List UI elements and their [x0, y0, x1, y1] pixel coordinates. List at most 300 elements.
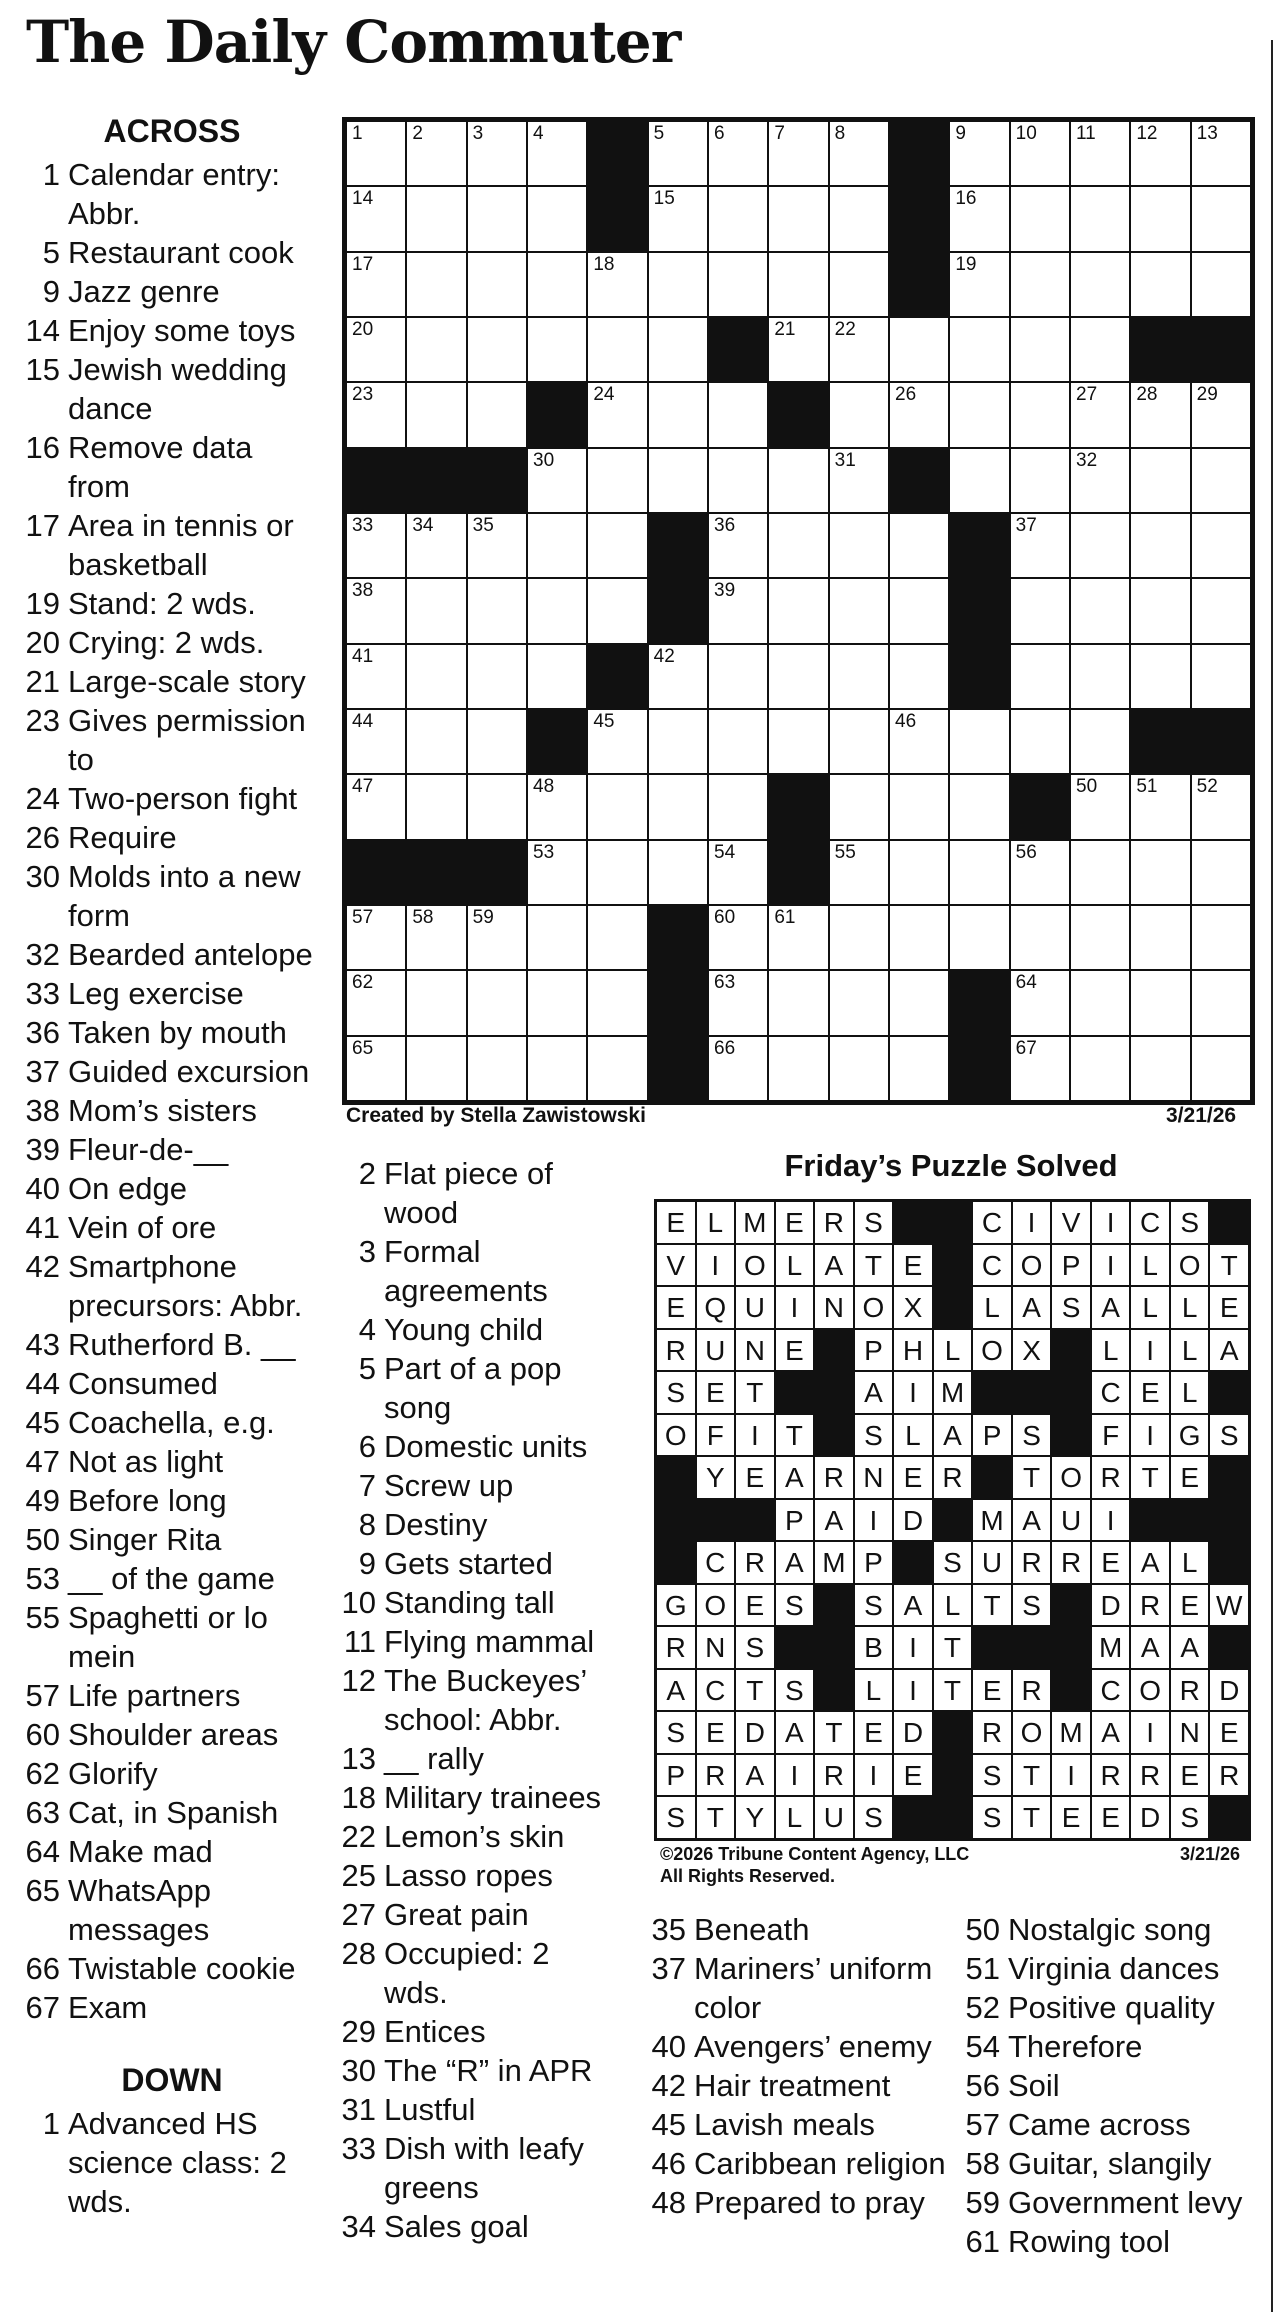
down-clue[interactable] — [964, 1949, 1264, 1988]
grid-cell[interactable] — [1070, 317, 1130, 382]
down-clue[interactable] — [650, 2105, 950, 2144]
grid-cell[interactable] — [1191, 513, 1251, 578]
grid-cell[interactable] — [467, 578, 527, 643]
grid-cell[interactable] — [406, 709, 466, 774]
grid-cell[interactable] — [1070, 644, 1130, 709]
down-clue[interactable] — [340, 1934, 620, 2012]
down-clue[interactable] — [340, 2012, 620, 2051]
grid-cell[interactable] — [708, 121, 768, 186]
solution-letter: I — [735, 1414, 775, 1457]
grid-cell[interactable] — [346, 970, 406, 1035]
grid-cell[interactable] — [467, 774, 527, 839]
down-clue[interactable] — [340, 1427, 620, 1466]
grid-cell[interactable] — [829, 840, 889, 905]
grid-cell[interactable] — [406, 970, 466, 1035]
grid-cell[interactable] — [829, 970, 889, 1035]
clue-text: Caribbean religion — [694, 2146, 946, 2181]
grid-cell[interactable] — [1010, 448, 1070, 513]
grid-cell[interactable] — [1191, 186, 1251, 251]
grid-cell[interactable] — [1130, 840, 1190, 905]
grid-cell[interactable] — [346, 252, 406, 317]
grid-cell[interactable] — [1010, 578, 1070, 643]
grid-cell[interactable] — [1130, 382, 1190, 447]
down-clue[interactable] — [340, 1778, 620, 1817]
grid-cell[interactable] — [346, 382, 406, 447]
grid-cell[interactable] — [467, 644, 527, 709]
down-clue[interactable] — [340, 2051, 620, 2090]
grid-cell[interactable] — [1130, 448, 1190, 513]
down-clue[interactable] — [340, 1817, 620, 1856]
grid-cell[interactable] — [587, 317, 647, 382]
grid-cell[interactable] — [467, 513, 527, 578]
grid-cell[interactable] — [708, 709, 768, 774]
grid-cell[interactable] — [527, 840, 587, 905]
grid-cell[interactable] — [708, 774, 768, 839]
grid-block — [346, 840, 406, 905]
grid-cell[interactable] — [708, 186, 768, 251]
across-clue[interactable] — [22, 935, 322, 974]
grid-cell[interactable] — [406, 578, 466, 643]
across-clue[interactable] — [22, 1949, 322, 1988]
down-clue[interactable] — [964, 1910, 1264, 1949]
solution-letter: Y — [735, 1796, 775, 1839]
grid-cell[interactable] — [527, 317, 587, 382]
grid-cell[interactable] — [527, 1036, 587, 1101]
grid-cell[interactable] — [708, 252, 768, 317]
grid-cell[interactable] — [346, 774, 406, 839]
down-clue[interactable] — [340, 1583, 620, 1622]
grid-cell[interactable] — [406, 774, 466, 839]
grid-cell[interactable] — [467, 970, 527, 1035]
grid-cell[interactable] — [346, 186, 406, 251]
grid-cell[interactable] — [1010, 186, 1070, 251]
grid-cell[interactable] — [708, 905, 768, 970]
across-clue[interactable] — [22, 584, 322, 623]
across-clue[interactable] — [22, 1403, 322, 1442]
across-clue[interactable] — [22, 1481, 322, 1520]
grid-cell[interactable] — [889, 709, 949, 774]
grid-cell[interactable] — [1130, 644, 1190, 709]
grid-cell[interactable] — [1191, 644, 1251, 709]
grid-cell[interactable] — [1010, 317, 1070, 382]
grid-cell[interactable] — [708, 644, 768, 709]
cell-number: 31 — [834, 449, 856, 471]
grid-cell[interactable] — [467, 905, 527, 970]
down-clue[interactable] — [964, 2144, 1264, 2183]
grid-cell[interactable] — [1191, 905, 1251, 970]
grid-cell[interactable] — [949, 709, 1009, 774]
solution-letter: R — [1012, 1669, 1052, 1712]
grid-cell[interactable] — [406, 1036, 466, 1101]
grid-cell[interactable] — [889, 317, 949, 382]
solution-letter: I — [854, 1754, 894, 1797]
grid-cell[interactable] — [346, 644, 406, 709]
cell-number: 1 — [352, 123, 363, 144]
grid-cell[interactable] — [768, 1036, 828, 1101]
grid-cell[interactable] — [406, 513, 466, 578]
grid-cell[interactable] — [889, 513, 949, 578]
grid-cell[interactable] — [1070, 1036, 1130, 1101]
grid-cell[interactable] — [1130, 121, 1190, 186]
down-clue[interactable] — [340, 2207, 620, 2246]
grid-cell[interactable] — [587, 970, 647, 1035]
grid-cell[interactable] — [1010, 1036, 1070, 1101]
grid-cell[interactable] — [768, 644, 828, 709]
grid-cell[interactable] — [648, 252, 708, 317]
grid-cell[interactable] — [1010, 513, 1070, 578]
down-clue[interactable] — [650, 2027, 950, 2066]
grid-cell[interactable] — [768, 513, 828, 578]
down-clue[interactable] — [22, 2104, 322, 2221]
grid-cell[interactable] — [1191, 121, 1251, 186]
grid-cell[interactable] — [768, 905, 828, 970]
grid-cell[interactable] — [587, 1036, 647, 1101]
grid-cell[interactable] — [708, 578, 768, 643]
across-clue[interactable] — [22, 311, 322, 350]
grid-cell[interactable] — [527, 905, 587, 970]
grid-cell[interactable] — [346, 317, 406, 382]
grid-cell[interactable] — [527, 448, 587, 513]
cell-number: 56 — [1015, 841, 1037, 863]
grid-cell[interactable] — [768, 252, 828, 317]
across-clue[interactable] — [22, 1091, 322, 1130]
grid-cell[interactable] — [949, 774, 1009, 839]
grid-cell[interactable] — [1191, 840, 1251, 905]
grid-cell[interactable] — [406, 905, 466, 970]
across-clue[interactable] — [22, 1208, 322, 1247]
grid-cell[interactable] — [648, 448, 708, 513]
grid-cell[interactable] — [829, 448, 889, 513]
across-clue[interactable] — [22, 1169, 322, 1208]
grid-cell[interactable] — [467, 186, 527, 251]
across-clue[interactable] — [22, 1013, 322, 1052]
grid-cell[interactable] — [527, 186, 587, 251]
grid-cell[interactable] — [1191, 448, 1251, 513]
solution-letter: L — [1170, 1371, 1210, 1414]
grid-cell[interactable] — [587, 774, 647, 839]
grid-cell[interactable] — [648, 709, 708, 774]
grid-cell[interactable] — [1191, 578, 1251, 643]
grid-cell[interactable] — [1070, 578, 1130, 643]
grid-cell[interactable] — [467, 1036, 527, 1101]
grid-cell[interactable] — [406, 382, 466, 447]
cell-number: 34 — [412, 515, 434, 536]
grid-cell[interactable] — [829, 644, 889, 709]
down-clue[interactable] — [650, 1910, 950, 1949]
across-clue[interactable] — [22, 350, 322, 428]
grid-cell[interactable] — [949, 840, 1009, 905]
grid-cell[interactable] — [1070, 840, 1130, 905]
grid-cell[interactable] — [1070, 121, 1130, 186]
across-clue[interactable] — [22, 1988, 322, 2027]
grid-cell[interactable] — [467, 317, 527, 382]
grid-cell[interactable] — [346, 1036, 406, 1101]
grid-cell[interactable] — [1130, 1036, 1190, 1101]
grid-cell[interactable] — [1070, 970, 1130, 1035]
grid-cell[interactable] — [1130, 905, 1190, 970]
down-clue[interactable] — [340, 1856, 620, 1895]
grid-cell[interactable] — [527, 644, 587, 709]
crossword-grid[interactable] — [342, 117, 1255, 1105]
grid-cell[interactable] — [1010, 252, 1070, 317]
grid-cell[interactable] — [1010, 121, 1070, 186]
grid-cell[interactable] — [829, 513, 889, 578]
across-clue[interactable] — [22, 1052, 322, 1091]
down-clue[interactable] — [340, 1154, 620, 1232]
down-clue[interactable] — [650, 1949, 950, 2027]
grid-cell[interactable] — [1070, 513, 1130, 578]
grid-cell[interactable] — [949, 186, 1009, 251]
grid-cell[interactable] — [829, 186, 889, 251]
grid-cell[interactable] — [587, 578, 647, 643]
solution-letter: U — [1051, 1499, 1091, 1542]
grid-cell[interactable] — [1191, 252, 1251, 317]
grid-cell[interactable] — [467, 709, 527, 774]
across-clue[interactable] — [22, 1364, 322, 1403]
down-clue[interactable] — [964, 2066, 1264, 2105]
grid-cell[interactable] — [768, 317, 828, 382]
grid-cell[interactable] — [1070, 252, 1130, 317]
solution-letter: S — [1209, 1414, 1249, 1457]
grid-cell[interactable] — [406, 121, 466, 186]
grid-cell[interactable] — [1010, 709, 1070, 774]
grid-cell[interactable] — [467, 121, 527, 186]
down-clue[interactable] — [964, 2183, 1264, 2222]
grid-cell[interactable] — [648, 644, 708, 709]
grid-cell[interactable] — [648, 382, 708, 447]
grid-cell[interactable] — [648, 186, 708, 251]
grid-cell[interactable] — [346, 121, 406, 186]
cell-number: 50 — [1076, 776, 1098, 798]
solution-letter: I — [893, 1371, 933, 1414]
across-clue[interactable] — [22, 623, 322, 662]
grid-cell[interactable] — [406, 252, 466, 317]
across-clue[interactable] — [22, 662, 322, 701]
grid-cell[interactable] — [648, 774, 708, 839]
grid-cell[interactable] — [1191, 1036, 1251, 1101]
grid-cell[interactable] — [527, 252, 587, 317]
grid-cell[interactable] — [587, 840, 647, 905]
clue-number: 1 — [42, 157, 60, 192]
grid-cell[interactable] — [829, 1036, 889, 1101]
across-clue[interactable] — [22, 1754, 322, 1793]
grid-cell[interactable] — [648, 121, 708, 186]
down-clue[interactable] — [340, 2090, 620, 2129]
grid-cell[interactable] — [346, 578, 406, 643]
grid-cell[interactable] — [1010, 382, 1070, 447]
down-clue[interactable] — [340, 1895, 620, 1934]
grid-cell[interactable] — [467, 382, 527, 447]
grid-cell[interactable] — [346, 905, 406, 970]
across-clue[interactable] — [22, 506, 322, 584]
grid-cell[interactable] — [467, 252, 527, 317]
grid-cell[interactable] — [587, 252, 647, 317]
across-clue[interactable] — [22, 1715, 322, 1754]
down-clue[interactable] — [650, 2066, 950, 2105]
grid-cell[interactable] — [889, 970, 949, 1035]
solution-letter: T — [814, 1711, 854, 1754]
grid-cell[interactable] — [1070, 382, 1130, 447]
grid-cell[interactable] — [1130, 513, 1190, 578]
grid-cell[interactable] — [527, 121, 587, 186]
solution-block — [656, 1456, 696, 1499]
grid-cell[interactable] — [1010, 970, 1070, 1035]
grid-cell[interactable] — [949, 448, 1009, 513]
down-clue[interactable] — [340, 1544, 620, 1583]
grid-cell[interactable] — [587, 709, 647, 774]
solution-letter: M — [933, 1371, 973, 1414]
grid-cell[interactable] — [768, 970, 828, 1035]
down-clue[interactable] — [340, 1310, 620, 1349]
grid-cell[interactable] — [829, 121, 889, 186]
grid-cell[interactable] — [1191, 774, 1251, 839]
grid-cell[interactable] — [1010, 840, 1070, 905]
grid-cell[interactable] — [889, 840, 949, 905]
grid-cell[interactable] — [527, 774, 587, 839]
grid-cell[interactable] — [1070, 774, 1130, 839]
down-clue[interactable] — [650, 2183, 950, 2222]
grid-cell[interactable] — [587, 513, 647, 578]
grid-cell[interactable] — [1130, 578, 1190, 643]
down-clue[interactable] — [340, 1232, 620, 1310]
grid-cell[interactable] — [587, 905, 647, 970]
grid-cell[interactable] — [708, 448, 768, 513]
across-clue[interactable] — [22, 857, 322, 935]
grid-block — [587, 121, 647, 186]
grid-cell[interactable] — [406, 186, 466, 251]
grid-cell[interactable] — [1130, 970, 1190, 1035]
grid-cell[interactable] — [527, 970, 587, 1035]
grid-cell[interactable] — [889, 578, 949, 643]
across-clue[interactable] — [22, 701, 322, 779]
across-clue[interactable] — [22, 1598, 322, 1676]
grid-cell[interactable] — [708, 1036, 768, 1101]
grid-cell[interactable] — [346, 709, 406, 774]
grid-cell[interactable] — [1070, 905, 1130, 970]
across-clue[interactable] — [22, 1247, 322, 1325]
grid-cell[interactable] — [648, 317, 708, 382]
grid-cell[interactable] — [648, 840, 708, 905]
grid-cell[interactable] — [527, 513, 587, 578]
grid-cell[interactable] — [889, 644, 949, 709]
grid-cell[interactable] — [1010, 905, 1070, 970]
grid-cell[interactable] — [1130, 186, 1190, 251]
grid-cell[interactable] — [708, 513, 768, 578]
grid-cell[interactable] — [829, 252, 889, 317]
cell-number: 32 — [1076, 449, 1098, 471]
across-clue[interactable] — [22, 1793, 322, 1832]
across-clue[interactable] — [22, 233, 322, 272]
grid-cell[interactable] — [949, 252, 1009, 317]
down-clue[interactable] — [964, 1988, 1264, 2027]
grid-cell[interactable] — [829, 774, 889, 839]
clue-text: Smartphone precursors: Abbr. — [68, 1249, 303, 1323]
across-clue[interactable] — [22, 1676, 322, 1715]
grid-cell[interactable] — [1191, 382, 1251, 447]
cell-number: 6 — [714, 123, 725, 144]
grid-cell[interactable] — [708, 840, 768, 905]
across-clue[interactable] — [22, 1442, 322, 1481]
grid-cell[interactable] — [768, 186, 828, 251]
solution-letter: P — [656, 1754, 696, 1797]
grid-cell[interactable] — [587, 448, 647, 513]
grid-cell[interactable] — [1130, 774, 1190, 839]
grid-cell[interactable] — [889, 1036, 949, 1101]
across-clue[interactable] — [22, 428, 322, 506]
across-clue[interactable] — [22, 1325, 322, 1364]
grid-cell[interactable] — [1130, 252, 1190, 317]
down-clue[interactable] — [340, 1349, 620, 1427]
across-clue[interactable] — [22, 1559, 322, 1598]
grid-cell[interactable] — [949, 905, 1009, 970]
grid-cell[interactable] — [829, 905, 889, 970]
grid-cell[interactable] — [889, 774, 949, 839]
down-clue[interactable] — [340, 1505, 620, 1544]
grid-cell[interactable] — [949, 317, 1009, 382]
grid-cell[interactable] — [889, 382, 949, 447]
solution-letter: P — [775, 1499, 815, 1542]
solution-letter: A — [735, 1754, 775, 1797]
grid-cell[interactable] — [829, 317, 889, 382]
across-clue[interactable] — [22, 1832, 322, 1871]
grid-cell[interactable] — [708, 382, 768, 447]
grid-cell[interactable] — [1010, 644, 1070, 709]
grid-cell[interactable] — [1070, 448, 1130, 513]
grid-cell[interactable] — [346, 513, 406, 578]
grid-cell[interactable] — [1191, 970, 1251, 1035]
grid-cell[interactable] — [768, 121, 828, 186]
clue-number: 67 — [25, 1990, 60, 2025]
across-clue[interactable] — [22, 1871, 322, 1949]
across-clue[interactable] — [22, 1130, 322, 1169]
grid-cell[interactable] — [949, 382, 1009, 447]
across-clue[interactable] — [22, 818, 322, 857]
down-clue[interactable] — [964, 2105, 1264, 2144]
across-clue[interactable] — [22, 272, 322, 311]
grid-cell[interactable] — [768, 578, 828, 643]
grid-cell[interactable] — [768, 709, 828, 774]
down-clue[interactable] — [340, 1739, 620, 1778]
down-clue[interactable] — [650, 2144, 950, 2183]
grid-cell[interactable] — [829, 578, 889, 643]
down-clue[interactable] — [340, 1661, 620, 1739]
solution-block — [1012, 1371, 1052, 1414]
clue-number: 57 — [965, 2107, 1000, 2142]
grid-cell[interactable] — [949, 121, 1009, 186]
grid-cell[interactable] — [768, 448, 828, 513]
across-clue[interactable] — [22, 974, 322, 1013]
across-clue[interactable] — [22, 779, 322, 818]
down-clue[interactable] — [340, 1622, 620, 1661]
across-clue[interactable] — [22, 1520, 322, 1559]
grid-cell[interactable] — [1070, 186, 1130, 251]
grid-cell[interactable] — [1070, 709, 1130, 774]
grid-cell[interactable] — [829, 382, 889, 447]
grid-cell[interactable] — [708, 970, 768, 1035]
down-clue[interactable] — [340, 1466, 620, 1505]
solution-title: Friday’s Puzzle Solved — [784, 1148, 1118, 1183]
grid-cell[interactable] — [829, 709, 889, 774]
grid-cell[interactable] — [587, 382, 647, 447]
grid-cell[interactable] — [527, 578, 587, 643]
grid-cell[interactable] — [406, 644, 466, 709]
grid-cell[interactable] — [889, 905, 949, 970]
grid-cell[interactable] — [406, 317, 466, 382]
across-clue[interactable] — [22, 155, 322, 233]
down-clue[interactable] — [964, 2027, 1264, 2066]
down-clue[interactable] — [964, 2222, 1264, 2261]
down-clue[interactable] — [340, 2129, 620, 2207]
